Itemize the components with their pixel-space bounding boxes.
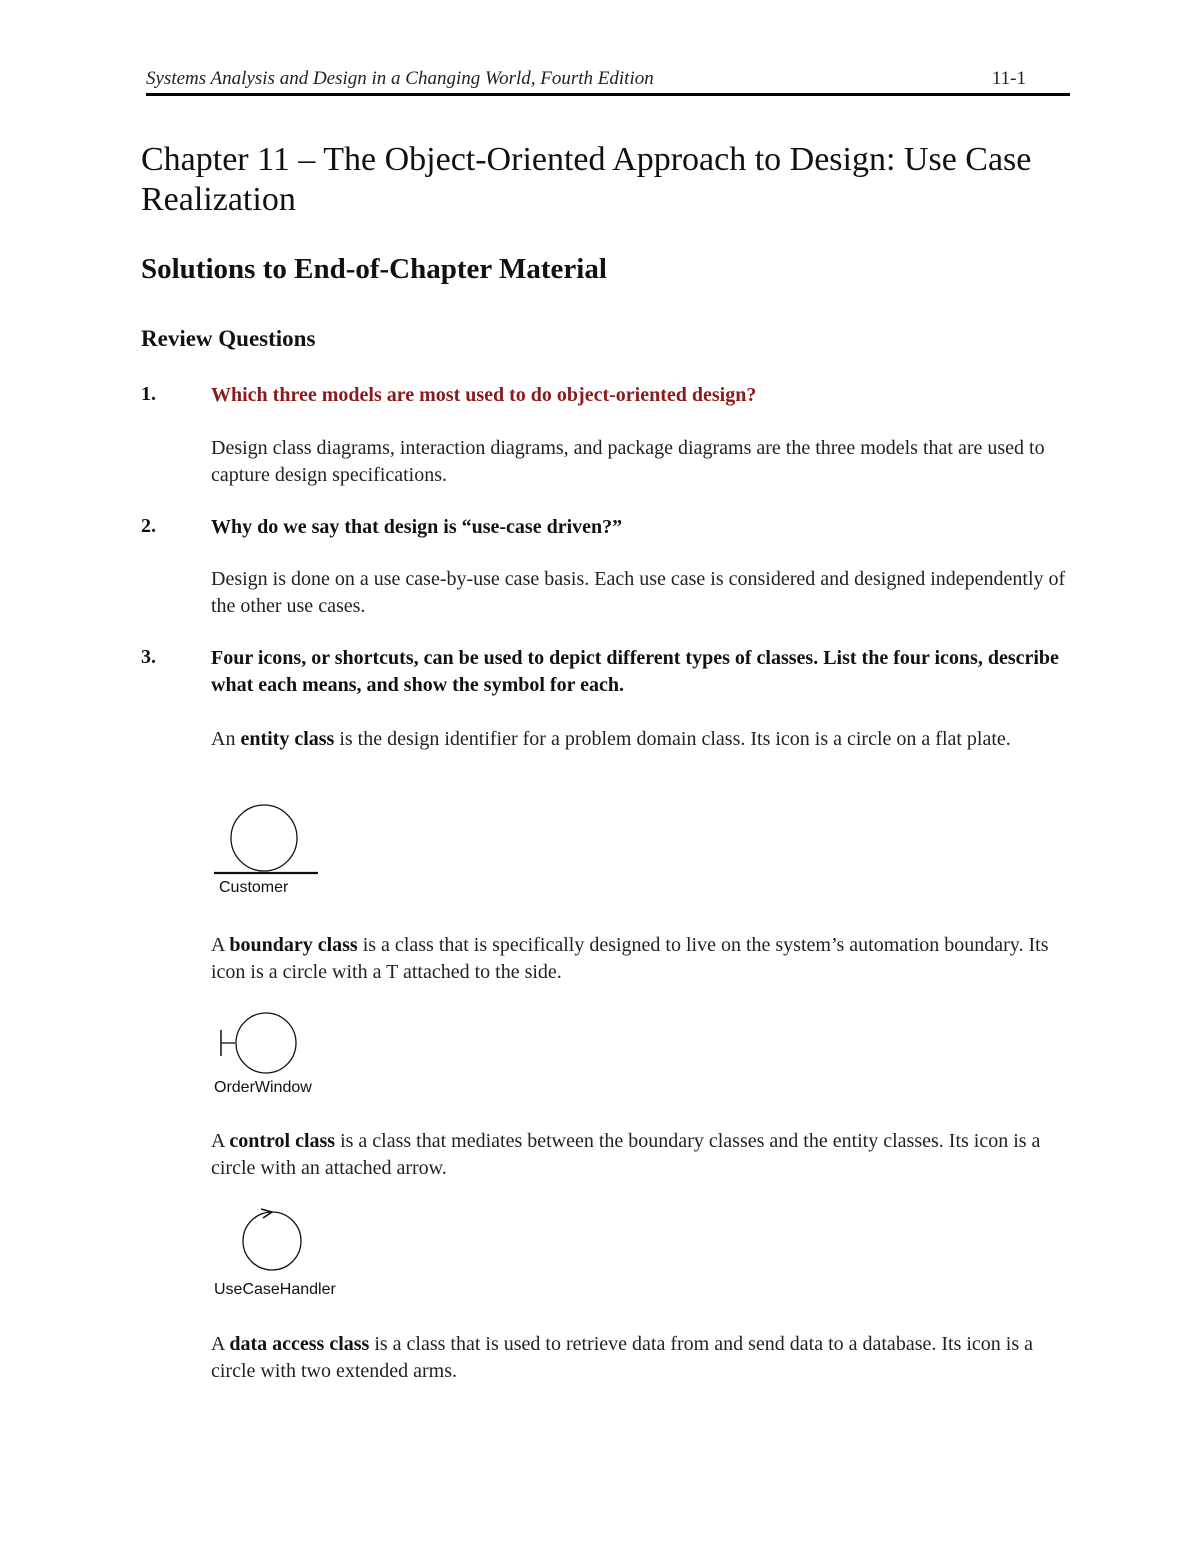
entity-icon-label: Customer [219, 879, 289, 896]
answer-text: Design class diagrams, interaction diagrams, and package diagrams are the three models that are used to capture design specifications. [211, 437, 1045, 486]
page-number: 11-1 [991, 68, 1026, 89]
question-number: 1. [141, 383, 156, 405]
section-title: Solutions to End-of-Chapter Material [141, 253, 607, 285]
entity-class-icon [212, 800, 322, 880]
page-header [146, 68, 1070, 96]
entity-class-term: entity class [240, 728, 335, 750]
boundary-class-paragraph [211, 932, 1071, 986]
answer-text: Design is done on a use case-by-use case basis. Each use case is considered and designed independently of the other use cases. [211, 568, 1066, 617]
subsection-title: Review Questions [141, 326, 316, 351]
boundary-class-term: boundary class [229, 934, 358, 956]
question-number: 3. [141, 646, 156, 668]
question-text: Four icons, or shortcuts, can be used to depict different types of classes. List the four icons, describe what each means, and show the symbol for each. [211, 647, 1059, 696]
question-text: Which three models are most used to do object-oriented design? [211, 384, 757, 406]
control-icon-label: UseCaseHandler [214, 1281, 336, 1298]
control-prefix: A [211, 1130, 230, 1152]
boundary-class-icon [216, 1012, 306, 1082]
data-access-description: is a class that is used to retrieve data from and send data to a database. Its icon is a circle with two extended arms. [211, 1333, 1033, 1382]
entity-class-paragraph [211, 726, 1071, 753]
entity-description: is the design identifier for a problem domain class. Its icon is a circle on a flat plate. [334, 728, 1011, 750]
control-class-icon [236, 1203, 311, 1278]
question-text: Why do we say that design is “use-case driven?” [211, 516, 623, 538]
control-class-term: control class [229, 1130, 336, 1152]
boundary-prefix: A [211, 934, 230, 956]
control-description: is a class that mediates between the boundary classes and the entity classes. Its icon is a circle with an attached arrow. [211, 1130, 1041, 1179]
book-title: Systems Analysis and Design in a Changing World, Fourth Edition [146, 68, 654, 89]
data-access-prefix: A [211, 1333, 230, 1355]
data-access-class-term: data access class [229, 1333, 370, 1355]
question-number: 2. [141, 515, 156, 537]
boundary-icon-label: OrderWindow [214, 1079, 312, 1096]
control-class-paragraph [211, 1128, 1071, 1182]
data-access-class-paragraph [211, 1331, 1071, 1385]
boundary-description: is a class that is specifically designed to live on the system’s automation boundary. Its icon is a circle with a T attached to the side. [211, 934, 1049, 983]
entity-prefix: An [211, 728, 241, 750]
chapter-title: Chapter 11 – The Object-Oriented Approach to Design: Use Case Realization [141, 141, 1032, 218]
